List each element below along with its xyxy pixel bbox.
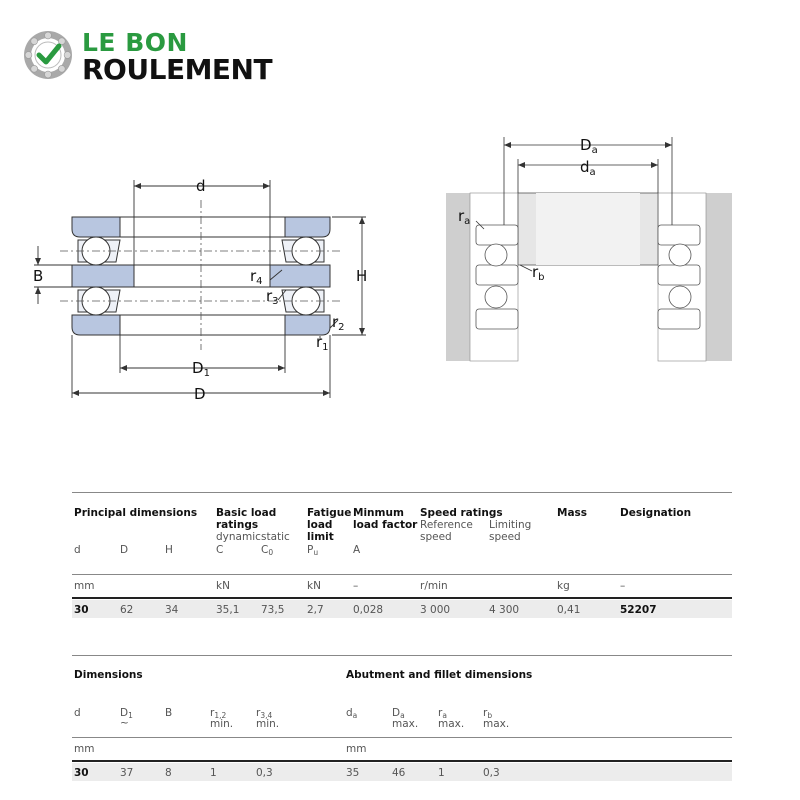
symbol-H: H — [165, 544, 173, 556]
header-limiting-1: Limiting — [489, 519, 532, 531]
unit-mm: mm — [74, 580, 95, 592]
symbol-d: d — [74, 544, 81, 556]
cell2-d: 30 — [74, 767, 89, 779]
label-r4: $r_4$ — [250, 267, 263, 287]
label-rb: $r_b$ — [532, 263, 545, 283]
label-r3: $r_3$ — [266, 287, 279, 307]
header-mass: Mass — [557, 507, 588, 519]
symbol-A: A — [353, 544, 361, 556]
symbol2-rb: $r_b$ — [483, 707, 493, 720]
header-abutment: Abutment and fillet dimensions — [346, 669, 533, 681]
logo-line-2: ROULEMENT — [82, 53, 273, 86]
symbol2-D1-note: ~ — [120, 717, 129, 729]
label-r2: $r_2$ — [332, 313, 345, 333]
symbol2-r34: $r_{3,4}$ — [256, 707, 273, 720]
unit-kN-2: kN — [307, 580, 321, 592]
principal-dimensions-table — [72, 492, 732, 622]
cell2-rb: 0,3 — [483, 767, 500, 779]
symbol2-rb-max: max. — [483, 718, 510, 730]
cell2-Da: 46 — [392, 767, 406, 779]
cell2-B: 8 — [165, 767, 172, 779]
label-d: d — [196, 177, 206, 195]
cell-mass: 0,41 — [557, 604, 581, 616]
unit-rmin: r/min — [420, 580, 448, 592]
label-r1: $r_1$ — [316, 333, 329, 353]
unit-kN-1: kN — [216, 580, 230, 592]
symbol-Pu: $P_u$ — [307, 544, 319, 557]
unit2-mm-2: mm — [346, 743, 367, 755]
cell-A: 0,028 — [353, 604, 384, 616]
header-basic-load-2: ratings — [216, 519, 259, 531]
cell-limiting-speed: 4 300 — [489, 604, 520, 616]
cell2-da: 35 — [346, 767, 360, 779]
cell-designation: 52207 — [620, 604, 657, 616]
header-reference-2: speed — [420, 531, 452, 543]
symbol-D: D — [120, 544, 129, 556]
dimensions-table — [72, 655, 732, 790]
unit-dash-2: – — [620, 580, 626, 592]
cell-reference-speed: 3 000 — [420, 604, 451, 616]
symbol2-Da: $D_a$ — [392, 707, 405, 720]
symbol2-D1: $D_1$ — [120, 707, 133, 720]
symbol2-r12-min: min. — [210, 718, 234, 730]
label-B: B — [33, 267, 44, 285]
header-reference-1: Reference — [420, 519, 473, 531]
symbol2-d: d — [74, 707, 81, 719]
cell2-ra: 1 — [438, 767, 445, 779]
symbol2-ra-max: max. — [438, 718, 465, 730]
logo-line-1: LE BON — [82, 28, 188, 57]
cell-H: 34 — [165, 604, 179, 616]
label-Da: $D_a$ — [580, 136, 598, 156]
header-min-load-1: Minmum — [353, 507, 404, 519]
symbol2-ra: $r_a$ — [438, 707, 447, 720]
header-principal-dimensions: Principal dimensions — [74, 507, 198, 519]
unit-kg: kg — [557, 580, 570, 592]
symbol2-da: $d_a$ — [346, 707, 358, 720]
symbol-C: C — [216, 544, 224, 556]
symbol-C0: $C_0$ — [261, 544, 274, 557]
header-limiting-2: speed — [489, 531, 521, 543]
header-dimensions: Dimensions — [74, 669, 143, 681]
label-D1: $D_1$ — [192, 359, 210, 379]
header-min-load-2: load factor — [353, 519, 418, 531]
label-ra: $r_a$ — [458, 207, 471, 227]
header-fatigue-1: Fatigue — [307, 507, 352, 519]
cell-C0: 73,5 — [261, 604, 285, 616]
cell2-r34: 0,3 — [256, 767, 273, 779]
header-fatigue-3: limit — [307, 531, 334, 543]
bearing-check-icon — [22, 28, 76, 82]
unit-dash-1: – — [353, 580, 359, 592]
abutment-drawing — [440, 125, 740, 365]
symbol2-Da-max: max. — [392, 718, 419, 730]
header-dynamic: dynamic — [216, 531, 261, 543]
cell-d: 30 — [74, 604, 89, 616]
label-da: $d_a$ — [580, 158, 596, 178]
bearing-cross-section-drawing — [20, 170, 400, 410]
cell-Pu: 2,7 — [307, 604, 324, 616]
cell2-D1: 37 — [120, 767, 134, 779]
header-designation: Designation — [620, 507, 692, 519]
label-H: H — [356, 267, 368, 285]
header-speed-ratings: Speed ratings — [420, 507, 503, 519]
unit2-mm-1: mm — [74, 743, 95, 755]
symbol2-r34-min: min. — [256, 718, 280, 730]
cell2-r12: 1 — [210, 767, 217, 779]
symbol2-B: B — [165, 707, 173, 719]
symbol2-r12: $r_{1,2}$ — [210, 707, 227, 720]
header-fatigue-2: load — [307, 519, 333, 531]
header-static: static — [261, 531, 290, 543]
label-D: D — [194, 385, 206, 403]
brand-logo — [22, 26, 302, 88]
cell-D: 62 — [120, 604, 134, 616]
cell-C: 35,1 — [216, 604, 240, 616]
header-basic-load-1: Basic load — [216, 507, 277, 519]
